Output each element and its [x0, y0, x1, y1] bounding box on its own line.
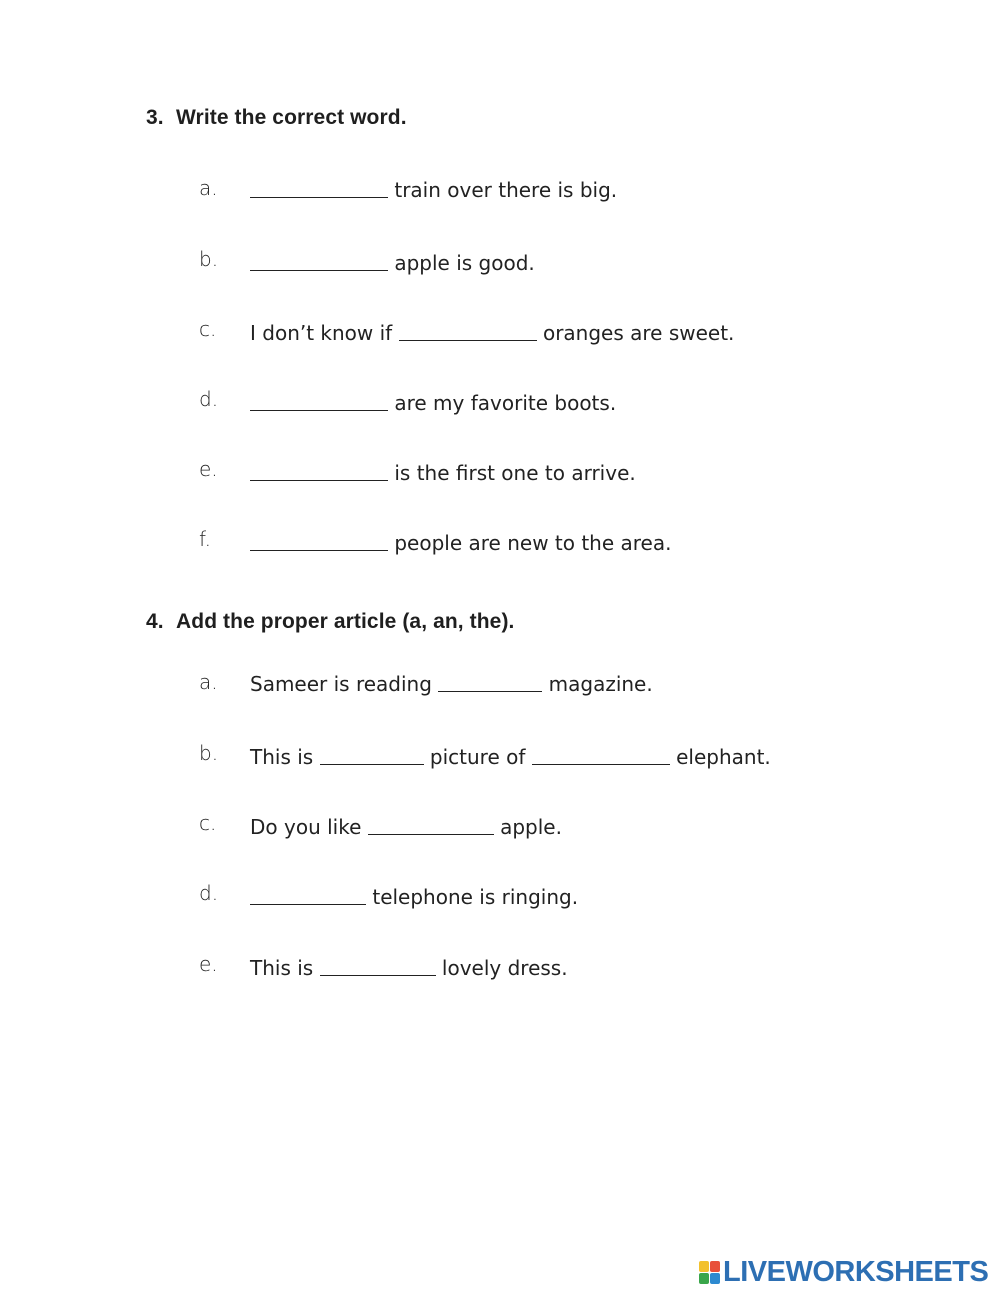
item-letter: c. [199, 317, 217, 341]
item-text: are my favorite boots. [250, 389, 616, 415]
section-4-number: 4. [146, 610, 164, 633]
section-4-title: Add the proper article (a, an, the). [176, 610, 515, 633]
item-text: people are new to the area. [250, 529, 671, 555]
item-text: I don’t know if oranges are sweet. [250, 321, 735, 345]
answer-blank[interactable] [250, 530, 388, 551]
item-letter: b. [199, 741, 219, 765]
item-text: is the first one to arrive. [250, 459, 636, 485]
section-3-number: 3. [146, 106, 164, 129]
item-text: Do you like apple. [250, 815, 562, 839]
logo-text: LIVEWORKSHEETS [723, 1256, 989, 1288]
liveworksheets-logo [699, 1257, 988, 1287]
answer-blank[interactable] [250, 250, 388, 271]
answer-blank[interactable] [250, 460, 388, 481]
answer-blank[interactable] [320, 955, 436, 976]
item-letter: f. [199, 527, 211, 551]
item-letter: d. [199, 881, 219, 905]
item-text: This is lovely dress. [250, 956, 568, 980]
answer-blank[interactable] [399, 320, 537, 341]
item-letter: a. [199, 176, 218, 200]
section-3-title: Write the correct word. [176, 106, 407, 129]
section-3-heading [146, 106, 407, 130]
item-letter: e. [199, 457, 218, 481]
answer-blank[interactable] [438, 671, 542, 692]
item-letter: d. [199, 387, 219, 411]
item-letter: b. [199, 247, 219, 271]
logo-blocks-icon [699, 1259, 721, 1285]
answer-blank[interactable] [532, 744, 670, 765]
item-text: train over there is big. [250, 176, 617, 202]
answer-blank[interactable] [250, 177, 388, 198]
item-letter: c. [199, 811, 217, 835]
section-4-heading [146, 610, 514, 634]
answer-blank[interactable] [250, 390, 388, 411]
item-letter: e. [199, 952, 218, 976]
answer-blank[interactable] [250, 884, 366, 905]
item-text: apple is good. [250, 249, 535, 275]
answer-blank[interactable] [320, 744, 424, 765]
item-text: telephone is ringing. [250, 883, 578, 909]
answer-blank[interactable] [368, 814, 494, 835]
item-text: This is picture of elephant. [250, 745, 771, 769]
item-letter: a. [199, 670, 218, 694]
item-text: Sameer is reading magazine. [250, 672, 653, 696]
